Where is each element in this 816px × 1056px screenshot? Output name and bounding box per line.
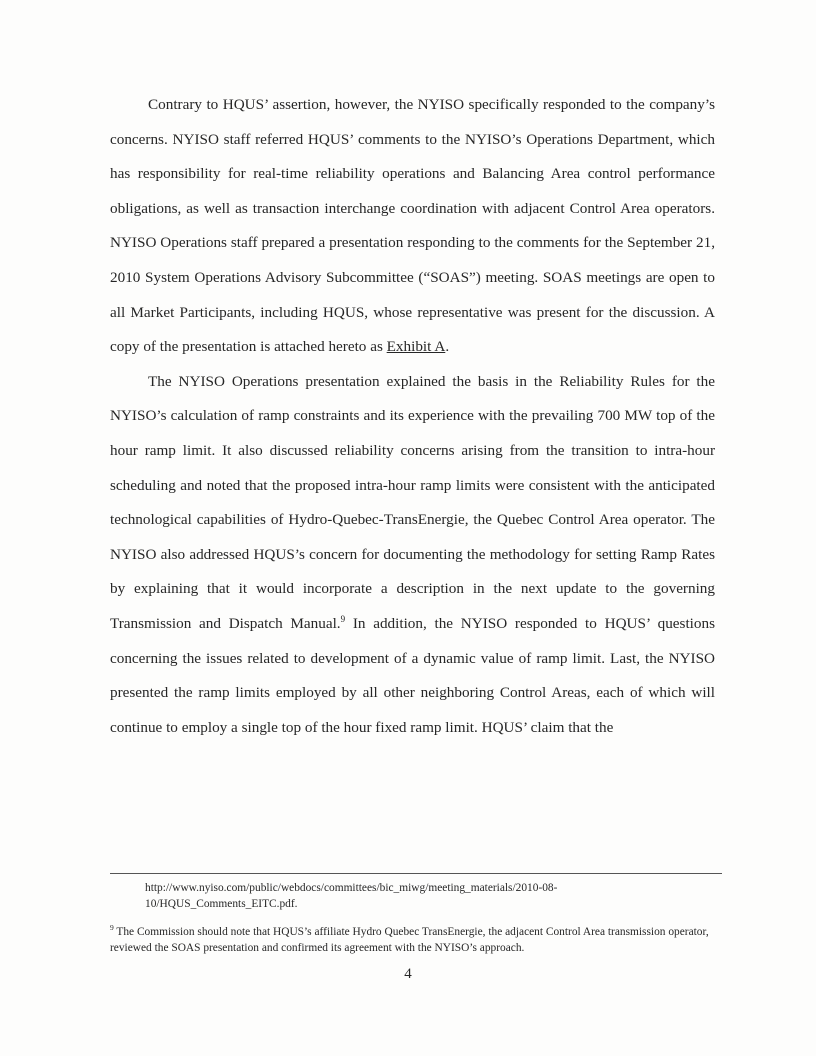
- paragraph-2: [110, 365, 715, 746]
- body-text: [110, 88, 715, 745]
- paragraph-1: [110, 88, 715, 365]
- paragraph-2-text: The NYISO Operations presentation explained the basis in the Reliability Rules for the NYISO’s calculation of ramp constraints and its experience with the prevailing 700 MW top of the hour ramp limit. It also discussed reliability concerns arising from the transition to intra-hour scheduling and noted that the proposed intra-hour ramp limits were consistent with the anticipated technological capabilities of Hydro-Quebec-TransEnergie, the Quebec Control Area operator. The NYISO also addressed HQUS’s concern for documenting the methodology for setting Ramp Rates by explaining that it would incorporate a description in the next update to the governing Transmission and Dispatch Manual.: [110, 372, 715, 632]
- footnote-9-text: The Commission should note that HQUS’s affiliate Hydro Quebec TransEnergie, the adjacent Control Area transmission operator, reviewed the SOAS presentation and confirmed its agreement with the NYISO’s approach.: [110, 926, 709, 954]
- paragraph-1-end: .: [445, 338, 450, 356]
- footnote-9-marker: 9: [110, 923, 114, 933]
- paragraph-1-text: Contrary to HQUS’ assertion, however, the NYISO specifically responded to the company’s concerns. NYISO staff referred HQUS’ comments to the NYISO’s Operations Department, which has responsibility for real-time reliability operations and Balancing Area control performance obligations, as well as transaction interchange coordination with adjacent Control Area operators. NYISO Operations staff prepared a presentation responding to the comments for the September 21, 2010 System Operations Advisory Subcommittee (“SOAS”) meeting. SOAS meetings are open to all Market Participants, including HQUS, whose representative was present for the discussion. A copy of the presentation is attached hereto as: [110, 96, 715, 356]
- footnote-9: [110, 924, 722, 956]
- paragraph-2-end: In addition, the NYISO responded to HQUS’ questions concerning the issues related to development of a dynamic value of ramp limit. Last, the NYISO presented the ramp limits employed by all other neighboring Control Areas, each of which will continue to employ a single top of the hour fixed ramp limit. HQUS’ claim that the: [110, 614, 715, 736]
- exhibit-a-link: Exhibit A: [386, 338, 446, 356]
- page-number: 4: [404, 966, 412, 982]
- footnote-divider: [110, 873, 722, 874]
- footnote-ref-9: 9: [340, 613, 346, 624]
- footnote-continued-url: http://www.nyiso.com/public/webdocs/committees/bic_miwg/meeting_materials/2010-08-10/HQUS_Comments_EITC.pdf.: [145, 882, 558, 910]
